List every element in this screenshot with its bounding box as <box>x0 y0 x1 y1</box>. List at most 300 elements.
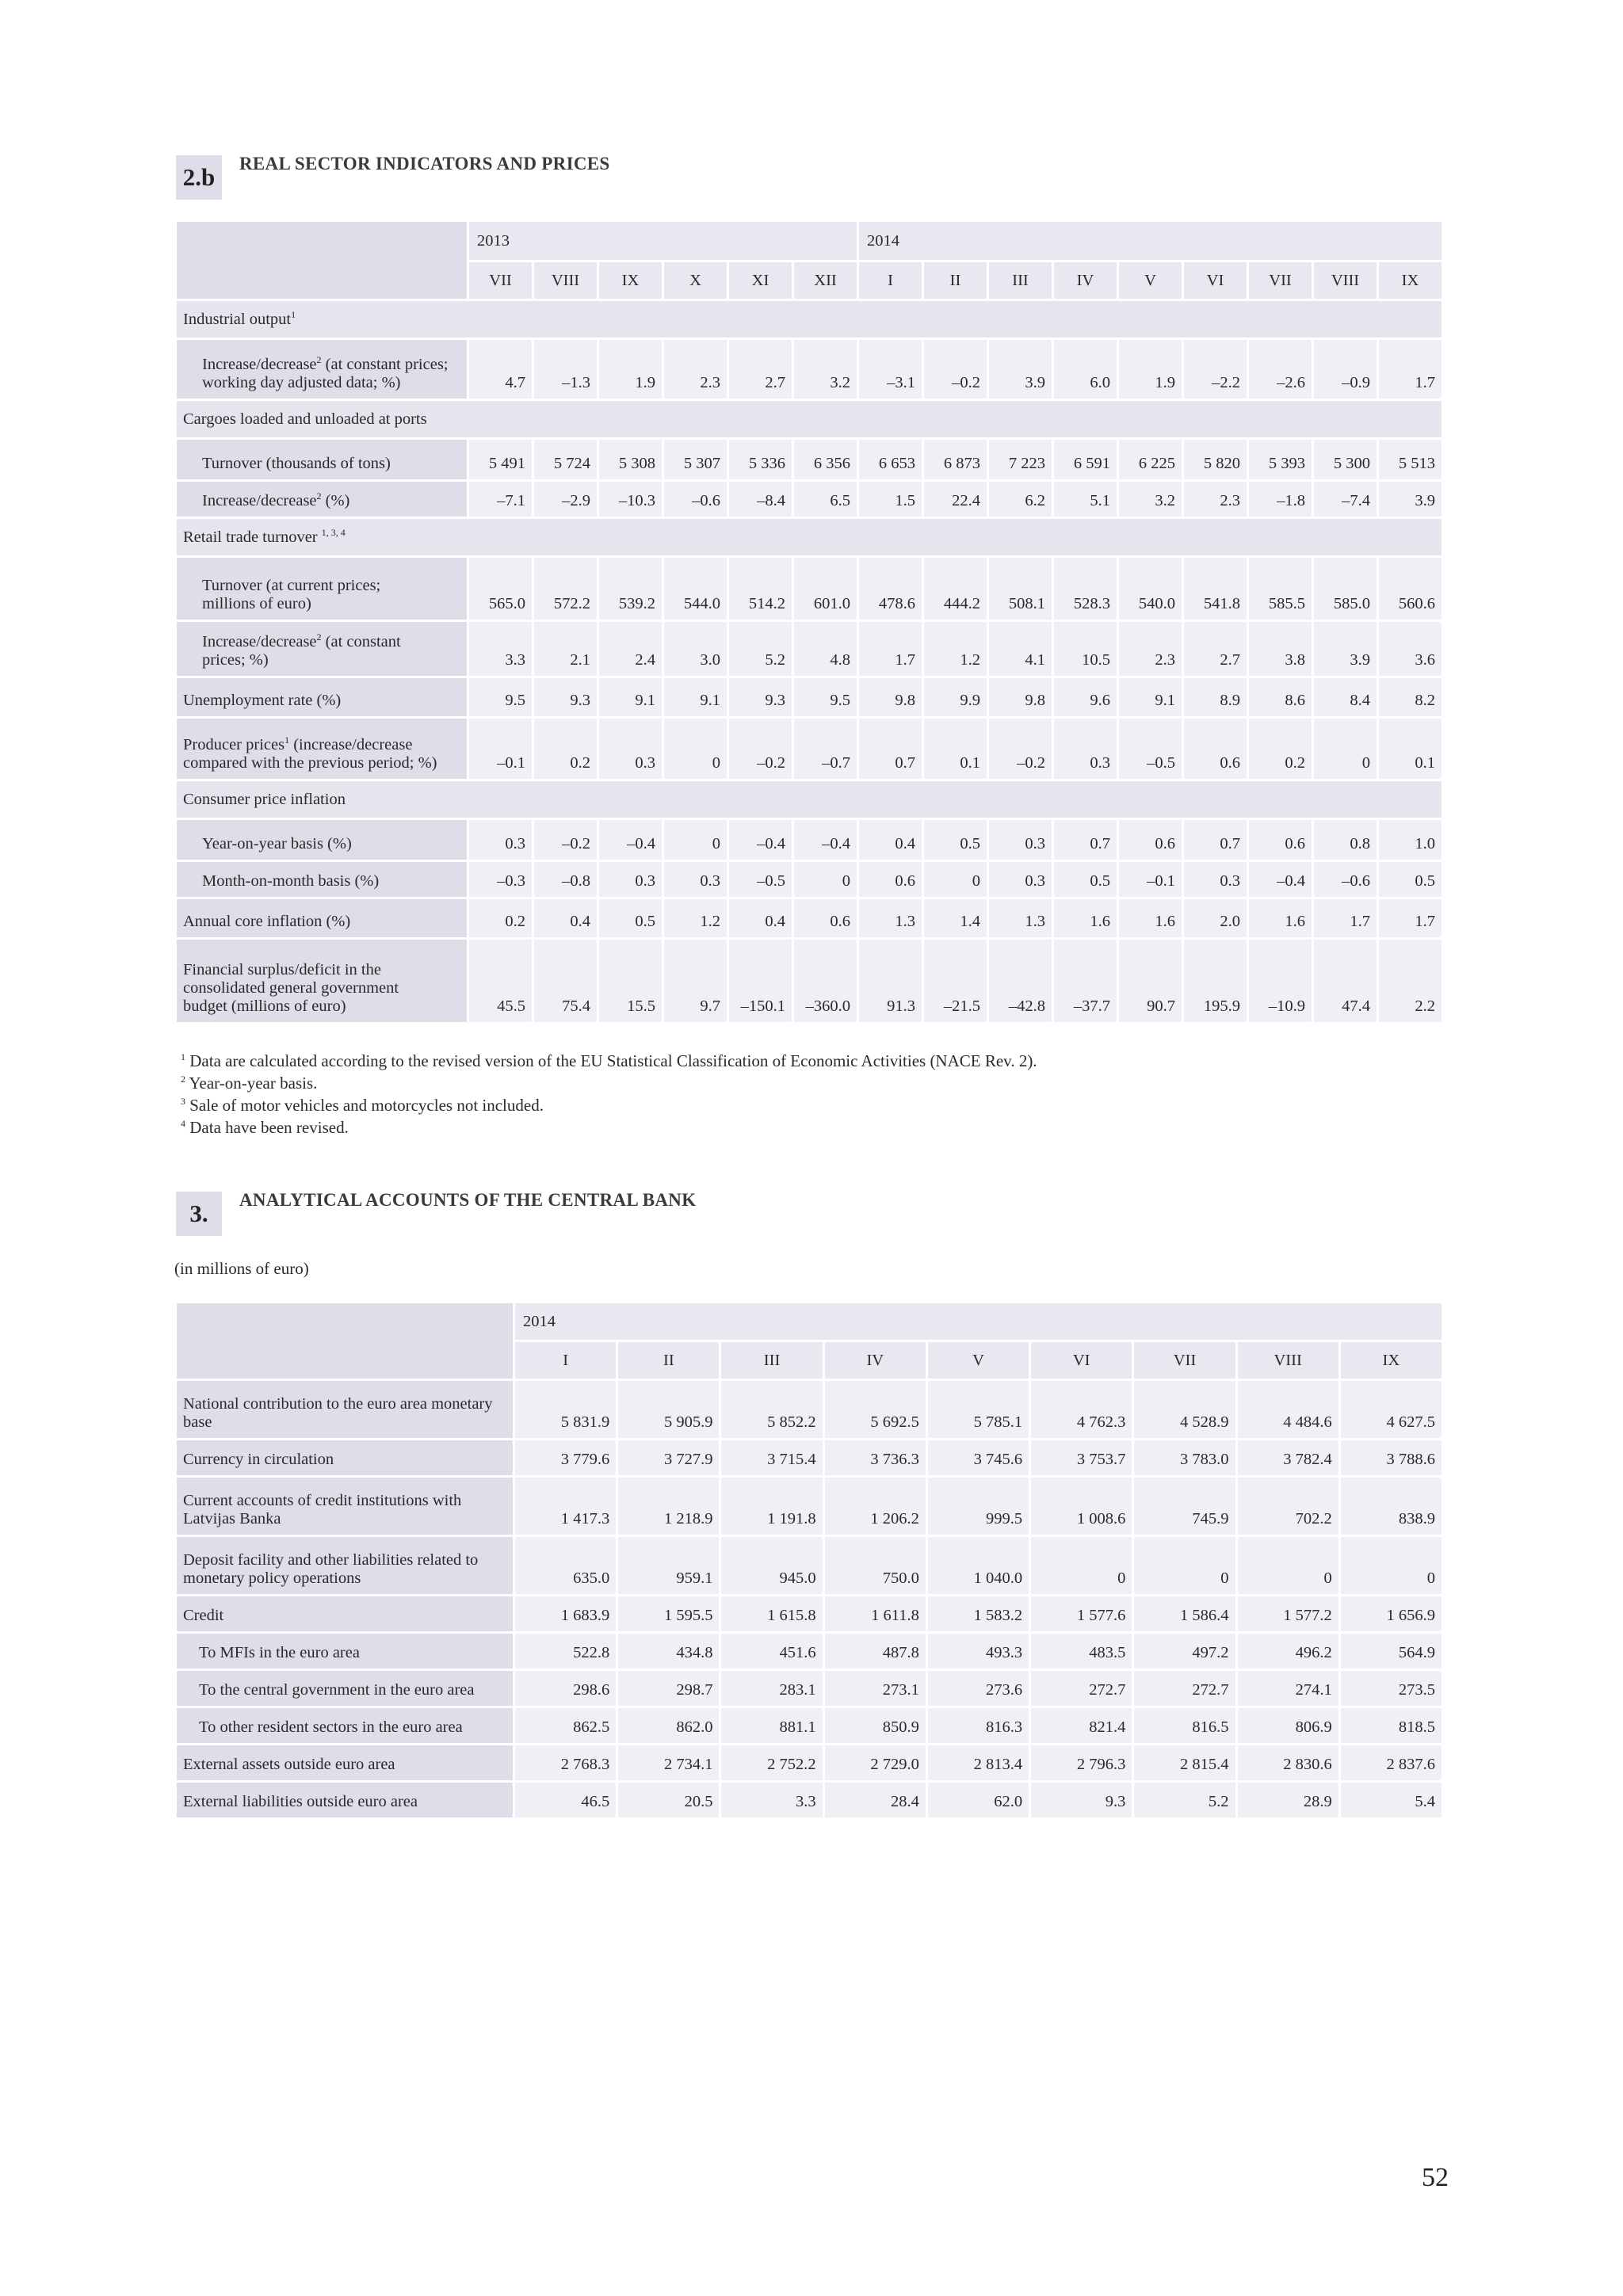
table-cell: 1 615.8 <box>721 1596 822 1631</box>
month-header: II <box>618 1342 719 1379</box>
table-cell: –0.3 <box>469 862 532 897</box>
table-cell: 1 218.9 <box>618 1478 719 1535</box>
month-header: VI <box>1184 262 1247 299</box>
table-cell: 3 783.0 <box>1134 1440 1235 1475</box>
table-cell: 0.5 <box>1054 862 1117 897</box>
table-row <box>177 1381 1442 1438</box>
cargoes-row <box>177 401 1442 437</box>
table-cell: 0.2 <box>469 899 532 937</box>
table-cell: 5 307 <box>664 440 727 479</box>
table-cell: 1.4 <box>924 899 987 937</box>
table-cell: 20.5 <box>618 1783 719 1817</box>
table-cell: 850.9 <box>825 1708 926 1743</box>
real-sector-table <box>174 219 1444 1024</box>
table-cell: –0.4 <box>794 820 857 860</box>
cpi-yoy-row <box>177 820 1442 860</box>
table-cell: –8.4 <box>729 482 792 517</box>
table-row <box>177 1596 1442 1631</box>
table-cell: 3 736.3 <box>825 1440 926 1475</box>
table-cell: 496.2 <box>1238 1634 1338 1669</box>
table-cell: 451.6 <box>721 1634 822 1669</box>
table-cell: 4 484.6 <box>1238 1381 1338 1438</box>
table-cell: 3 788.6 <box>1341 1440 1442 1475</box>
table-cell: 4.1 <box>989 622 1052 676</box>
month-header: VII <box>1134 1342 1235 1379</box>
year-header-row <box>177 1303 1442 1340</box>
table-cell: 2 796.3 <box>1031 1745 1132 1780</box>
table-cell: 5.1 <box>1054 482 1117 517</box>
table-cell: 0 <box>1031 1537 1132 1594</box>
table-cell: 1 683.9 <box>515 1596 616 1631</box>
month-header: I <box>515 1342 616 1379</box>
table-cell: –10.3 <box>599 482 662 517</box>
unit-note: (in millions of euro) <box>174 1259 309 1278</box>
table-cell: 862.5 <box>515 1708 616 1743</box>
table-cell: 62.0 <box>928 1783 1029 1817</box>
table-cell: –0.9 <box>1314 340 1377 399</box>
table-cell: 0.3 <box>469 820 532 860</box>
table-cell: 745.9 <box>1134 1478 1235 1535</box>
table-cell: 2 815.4 <box>1134 1745 1235 1780</box>
table-cell: 1.7 <box>1379 899 1442 937</box>
table-cell: 0.2 <box>1249 719 1312 779</box>
table-cell: 1.6 <box>1119 899 1182 937</box>
table-cell: 0 <box>1341 1537 1442 1594</box>
table-cell: 28.9 <box>1238 1783 1338 1817</box>
table-cell: 8.2 <box>1379 678 1442 716</box>
table-cell: 9.1 <box>1119 678 1182 716</box>
cargoes-row-label: Cargoes loaded and unloaded at ports <box>177 401 1442 437</box>
row-label: National contribution to the euro area monetary base <box>177 1381 513 1438</box>
table-cell: 1.0 <box>1379 820 1442 860</box>
table-cell: 483.5 <box>1031 1634 1132 1669</box>
month-header: IX <box>1379 262 1442 299</box>
month-header: IV <box>1054 262 1117 299</box>
table-cell: 4.7 <box>469 340 532 399</box>
table-cell: 0.5 <box>924 820 987 860</box>
table-cell: 635.0 <box>515 1537 616 1594</box>
table-cell: 0 <box>924 862 987 897</box>
table-cell: 273.6 <box>928 1671 1029 1706</box>
table-cell: 564.9 <box>1341 1634 1442 1669</box>
month-header: I <box>859 262 922 299</box>
month-header: VII <box>469 262 532 299</box>
table-cell: 0.3 <box>1184 862 1247 897</box>
table-cell: 2 752.2 <box>721 1745 822 1780</box>
table-cell: 3.3 <box>469 622 532 676</box>
table-cell: 1 611.8 <box>825 1596 926 1631</box>
table-cell: 478.6 <box>859 558 922 620</box>
month-header: III <box>989 262 1052 299</box>
producer-prices-row <box>177 719 1442 779</box>
table-cell: –0.5 <box>729 862 792 897</box>
table-cell: 0.4 <box>859 820 922 860</box>
table-cell: –0.1 <box>469 719 532 779</box>
table-cell: 3 782.4 <box>1238 1440 1338 1475</box>
table-cell: 1 008.6 <box>1031 1478 1132 1535</box>
table-cell: 1 417.3 <box>515 1478 616 1535</box>
table-cell: –21.5 <box>924 940 987 1022</box>
table-cell: 7 223 <box>989 440 1052 479</box>
table-cell: 3.9 <box>989 340 1052 399</box>
table-cell: 1 583.2 <box>928 1596 1029 1631</box>
table-cell: –0.1 <box>1119 862 1182 897</box>
table-cell: 838.9 <box>1341 1478 1442 1535</box>
table-cell: 0 <box>664 719 727 779</box>
unemployment-row-label: Unemployment rate (%) <box>177 678 467 716</box>
table-cell: 3 745.6 <box>928 1440 1029 1475</box>
month-header: IX <box>1341 1342 1442 1379</box>
table-cell: –1.3 <box>534 340 597 399</box>
table-cell: 8.4 <box>1314 678 1377 716</box>
section-2b-title: REAL SECTOR INDICATORS AND PRICES <box>239 154 610 174</box>
table-cell: 0.3 <box>664 862 727 897</box>
table-cell: 298.7 <box>618 1671 719 1706</box>
table-cell: 2.7 <box>1184 622 1247 676</box>
table-cell: 3 779.6 <box>515 1440 616 1475</box>
table-cell: –0.2 <box>729 719 792 779</box>
table-cell: –0.6 <box>664 482 727 517</box>
table-cell: 3.9 <box>1379 482 1442 517</box>
table-cell: 3.2 <box>794 340 857 399</box>
table-row <box>177 1783 1442 1817</box>
table-cell: –0.4 <box>1249 862 1312 897</box>
table-cell: 945.0 <box>721 1537 822 1594</box>
cargo-increase-row <box>177 482 1442 517</box>
section-3-heading <box>176 1190 697 1236</box>
table-cell: 9.3 <box>1031 1783 1132 1817</box>
table-cell: 5 785.1 <box>928 1381 1029 1438</box>
retail-turnover-row-label: Turnover (at current prices; millions of euro) <box>177 558 467 620</box>
table-cell: 15.5 <box>599 940 662 1022</box>
table-cell: 539.2 <box>599 558 662 620</box>
row-label: Currency in circulation <box>177 1440 513 1475</box>
table-cell: 750.0 <box>825 1537 926 1594</box>
table-cell: 1 206.2 <box>825 1478 926 1535</box>
table-cell: 0.2 <box>534 719 597 779</box>
table-cell: 1.3 <box>859 899 922 937</box>
cpi-mom-row <box>177 862 1442 897</box>
table-cell: –0.7 <box>794 719 857 779</box>
table-cell: 4 762.3 <box>1031 1381 1132 1438</box>
table-cell: 0.7 <box>1184 820 1247 860</box>
table-cell: 560.6 <box>1379 558 1442 620</box>
year-2013: 2013 <box>469 222 857 260</box>
table-cell: 1.6 <box>1249 899 1312 937</box>
table-cell: 6 356 <box>794 440 857 479</box>
table-cell: 1.7 <box>859 622 922 676</box>
table-row <box>177 1708 1442 1743</box>
table-cell: –0.8 <box>534 862 597 897</box>
table-cell: 0.6 <box>1184 719 1247 779</box>
table-cell: 0.6 <box>794 899 857 937</box>
table-cell: –150.1 <box>729 940 792 1022</box>
table-row <box>177 1478 1442 1535</box>
industrial-output-row-label: Industrial output$^1$ <box>177 301 1442 338</box>
table-cell: 9.6 <box>1054 678 1117 716</box>
table-cell: 565.0 <box>469 558 532 620</box>
table-cell: 3 715.4 <box>721 1440 822 1475</box>
cpi-row <box>177 781 1442 818</box>
table-cell: 1.7 <box>1379 340 1442 399</box>
section-3-number: 3. <box>176 1192 222 1236</box>
table-cell: 5 491 <box>469 440 532 479</box>
table-cell: 1 656.9 <box>1341 1596 1442 1631</box>
core-inflation-row-label: Annual core inflation (%) <box>177 899 467 937</box>
table-cell: –0.2 <box>924 340 987 399</box>
table-cell: 0.7 <box>1054 820 1117 860</box>
table-cell: 702.2 <box>1238 1478 1338 1535</box>
month-header: X <box>664 262 727 299</box>
table-cell: 4 627.5 <box>1341 1381 1442 1438</box>
table-cell: 0 <box>1314 719 1377 779</box>
table-cell: 5 308 <box>599 440 662 479</box>
table-cell: 5 513 <box>1379 440 1442 479</box>
table-cell: 47.4 <box>1314 940 1377 1022</box>
table-cell: 6.2 <box>989 482 1052 517</box>
row-label: External assets outside euro area <box>177 1745 513 1780</box>
table-cell: 6 225 <box>1119 440 1182 479</box>
table-cell: 0.3 <box>989 862 1052 897</box>
table-cell: 3.6 <box>1379 622 1442 676</box>
table-cell: –0.6 <box>1314 862 1377 897</box>
table-cell: 0.1 <box>924 719 987 779</box>
table-cell: 497.2 <box>1134 1634 1235 1669</box>
table-cell: 22.4 <box>924 482 987 517</box>
table-cell: 434.8 <box>618 1634 719 1669</box>
fiscal-row <box>177 940 1442 1022</box>
row-label: To MFIs in the euro area <box>177 1634 513 1669</box>
table-cell: 6 653 <box>859 440 922 479</box>
table-cell: –7.4 <box>1314 482 1377 517</box>
table-cell: 0.4 <box>729 899 792 937</box>
table-cell: 0 <box>1238 1537 1338 1594</box>
table-cell: 3 727.9 <box>618 1440 719 1475</box>
footnote-2: $^2$ Year-on-year basis. <box>181 1074 318 1093</box>
table-cell: –10.9 <box>1249 940 1312 1022</box>
table-cell: 1 577.6 <box>1031 1596 1132 1631</box>
table-cell: 4.8 <box>794 622 857 676</box>
section-3-title: ANALYTICAL ACCOUNTS OF THE CENTRAL BANK <box>239 1190 697 1210</box>
month-header: VIII <box>1314 262 1377 299</box>
table-cell: 5 336 <box>729 440 792 479</box>
header-corner <box>177 222 467 299</box>
table-cell: 9.5 <box>794 678 857 716</box>
table-cell: 816.3 <box>928 1708 1029 1743</box>
table-cell: 8.6 <box>1249 678 1312 716</box>
table-cell: 3.3 <box>721 1783 822 1817</box>
table-cell: 1.2 <box>924 622 987 676</box>
table-cell: 5 820 <box>1184 440 1247 479</box>
table-cell: 0.3 <box>989 820 1052 860</box>
table-cell: 0.6 <box>859 862 922 897</box>
table-cell: 0.1 <box>1379 719 1442 779</box>
table-cell: 9.8 <box>989 678 1052 716</box>
table-cell: 999.5 <box>928 1478 1029 1535</box>
table-cell: 522.8 <box>515 1634 616 1669</box>
table-cell: 0.7 <box>859 719 922 779</box>
table-cell: 585.0 <box>1314 558 1377 620</box>
table-cell: 0.8 <box>1314 820 1377 860</box>
table-cell: –2.2 <box>1184 340 1247 399</box>
table-cell: 572.2 <box>534 558 597 620</box>
table-cell: 5.4 <box>1341 1783 1442 1817</box>
year-header-row <box>177 222 1442 260</box>
table-cell: 1.9 <box>599 340 662 399</box>
table-cell: 272.7 <box>1031 1671 1132 1706</box>
table-cell: 1.9 <box>1119 340 1182 399</box>
footnote-3: $^3$ Sale of motor vehicles and motorcycles not included. <box>181 1096 544 1115</box>
table-cell: 5 724 <box>534 440 597 479</box>
table-cell: 2 837.6 <box>1341 1745 1442 1780</box>
cargo-increase-row-label: Increase/decrease$^2$ (%) <box>177 482 467 517</box>
table-cell: 6.0 <box>1054 340 1117 399</box>
table-cell: 0 <box>1134 1537 1235 1594</box>
table-cell: 601.0 <box>794 558 857 620</box>
table-cell: 816.5 <box>1134 1708 1235 1743</box>
footnotes <box>181 1050 1037 1138</box>
table-cell: 0 <box>794 862 857 897</box>
table-cell: 5 393 <box>1249 440 1312 479</box>
table-row <box>177 1634 1442 1669</box>
row-label: To the central government in the euro area <box>177 1671 513 1706</box>
table-cell: 9.1 <box>664 678 727 716</box>
table-cell: 0 <box>664 820 727 860</box>
table-cell: 91.3 <box>859 940 922 1022</box>
table-cell: 4 528.9 <box>1134 1381 1235 1438</box>
table-cell: 2.3 <box>1119 622 1182 676</box>
table-cell: 1 191.8 <box>721 1478 822 1535</box>
table-cell: 806.9 <box>1238 1708 1338 1743</box>
table-cell: 2.4 <box>599 622 662 676</box>
table-cell: 9.7 <box>664 940 727 1022</box>
table-cell: 9.1 <box>599 678 662 716</box>
table-cell: 90.7 <box>1119 940 1182 1022</box>
footnote-4: $^4$ Data have been revised. <box>181 1118 349 1137</box>
table-cell: 2.0 <box>1184 899 1247 937</box>
row-label: External liabilities outside euro area <box>177 1783 513 1817</box>
table-cell: –0.4 <box>599 820 662 860</box>
table-cell: 273.1 <box>825 1671 926 1706</box>
table-cell: 0.5 <box>1379 862 1442 897</box>
table-cell: 6.5 <box>794 482 857 517</box>
row-label: To other resident sectors in the euro area <box>177 1708 513 1743</box>
table-cell: 1.6 <box>1054 899 1117 937</box>
table-cell: 46.5 <box>515 1783 616 1817</box>
table-cell: 2.1 <box>534 622 597 676</box>
table-cell: 541.8 <box>1184 558 1247 620</box>
month-header: III <box>721 1342 822 1379</box>
table-cell: 9.3 <box>534 678 597 716</box>
month-header: IX <box>599 262 662 299</box>
table-cell: 75.4 <box>534 940 597 1022</box>
industrial-output-row <box>177 301 1442 338</box>
table-cell: 2 830.6 <box>1238 1745 1338 1780</box>
table-row <box>177 1537 1442 1594</box>
table-cell: 528.3 <box>1054 558 1117 620</box>
table-cell: 28.4 <box>825 1783 926 1817</box>
month-header: II <box>924 262 987 299</box>
table-cell: 5.2 <box>1134 1783 1235 1817</box>
table-row <box>177 1440 1442 1475</box>
table-cell: 1 586.4 <box>1134 1596 1235 1631</box>
table-cell: 9.3 <box>729 678 792 716</box>
unemployment-row <box>177 678 1442 716</box>
retail-row-label: Retail trade turnover $^{1, 3, 4}$ <box>177 519 1442 555</box>
table-cell: 5 905.9 <box>618 1381 719 1438</box>
table-cell: 0.6 <box>1249 820 1312 860</box>
table-cell: 5 852.2 <box>721 1381 822 1438</box>
table-cell: 273.5 <box>1341 1671 1442 1706</box>
table-cell: –1.8 <box>1249 482 1312 517</box>
table-row <box>177 1745 1442 1780</box>
table-cell: –7.1 <box>469 482 532 517</box>
table-cell: 444.2 <box>924 558 987 620</box>
table-cell: –42.8 <box>989 940 1052 1022</box>
table-cell: 881.1 <box>721 1708 822 1743</box>
table-cell: 514.2 <box>729 558 792 620</box>
table-cell: 5 300 <box>1314 440 1377 479</box>
month-header: VI <box>1031 1342 1132 1379</box>
table-cell: 540.0 <box>1119 558 1182 620</box>
table-cell: 10.5 <box>1054 622 1117 676</box>
table-cell: 493.3 <box>928 1634 1029 1669</box>
table-cell: 2.3 <box>664 340 727 399</box>
table-cell: 0.3 <box>1054 719 1117 779</box>
table-cell: –0.2 <box>534 820 597 860</box>
table-cell: 9.9 <box>924 678 987 716</box>
industrial-increase-row-label: Increase/decrease$^2$ (at constant prices; working day adjusted data; %) <box>177 340 467 399</box>
page-number: 52 <box>1422 2163 1449 2192</box>
month-header: VIII <box>534 262 597 299</box>
table-cell: 8.9 <box>1184 678 1247 716</box>
table-cell: –0.5 <box>1119 719 1182 779</box>
table-cell: –0.4 <box>729 820 792 860</box>
table-cell: 283.1 <box>721 1671 822 1706</box>
table-cell: 5 831.9 <box>515 1381 616 1438</box>
table-cell: –2.6 <box>1249 340 1312 399</box>
table-cell: 818.5 <box>1341 1708 1442 1743</box>
row-label: Deposit facility and other liabilities related to monetary policy operations <box>177 1537 513 1594</box>
table-cell: –3.1 <box>859 340 922 399</box>
cpi-row-label: Consumer price inflation <box>177 781 1442 818</box>
table-cell: 544.0 <box>664 558 727 620</box>
table-cell: 1 595.5 <box>618 1596 719 1631</box>
table-cell: 1 577.2 <box>1238 1596 1338 1631</box>
row-label: Current accounts of credit institutions with Latvijas Banka <box>177 1478 513 1535</box>
table-cell: 272.7 <box>1134 1671 1235 1706</box>
retail-increase-row <box>177 622 1442 676</box>
table-cell: 9.5 <box>469 678 532 716</box>
table-cell: 45.5 <box>469 940 532 1022</box>
table-cell: 195.9 <box>1184 940 1247 1022</box>
table-cell: 298.6 <box>515 1671 616 1706</box>
table-cell: –37.7 <box>1054 940 1117 1022</box>
table-cell: 821.4 <box>1031 1708 1132 1743</box>
table-cell: 1.5 <box>859 482 922 517</box>
table-cell: 5 692.5 <box>825 1381 926 1438</box>
month-header: V <box>928 1342 1029 1379</box>
table-cell: 2.2 <box>1379 940 1442 1022</box>
table-cell: 3 753.7 <box>1031 1440 1132 1475</box>
fiscal-row-label: Financial surplus/deficit in the consolidated general government budget (millions of euro) <box>177 940 467 1022</box>
table-cell: 6 591 <box>1054 440 1117 479</box>
table-cell: 508.1 <box>989 558 1052 620</box>
cpi-yoy-row-label: Year-on-year basis (%) <box>177 820 467 860</box>
industrial-increase-row <box>177 340 1442 399</box>
month-header: VIII <box>1238 1342 1338 1379</box>
year-2014: 2014 <box>859 222 1442 260</box>
